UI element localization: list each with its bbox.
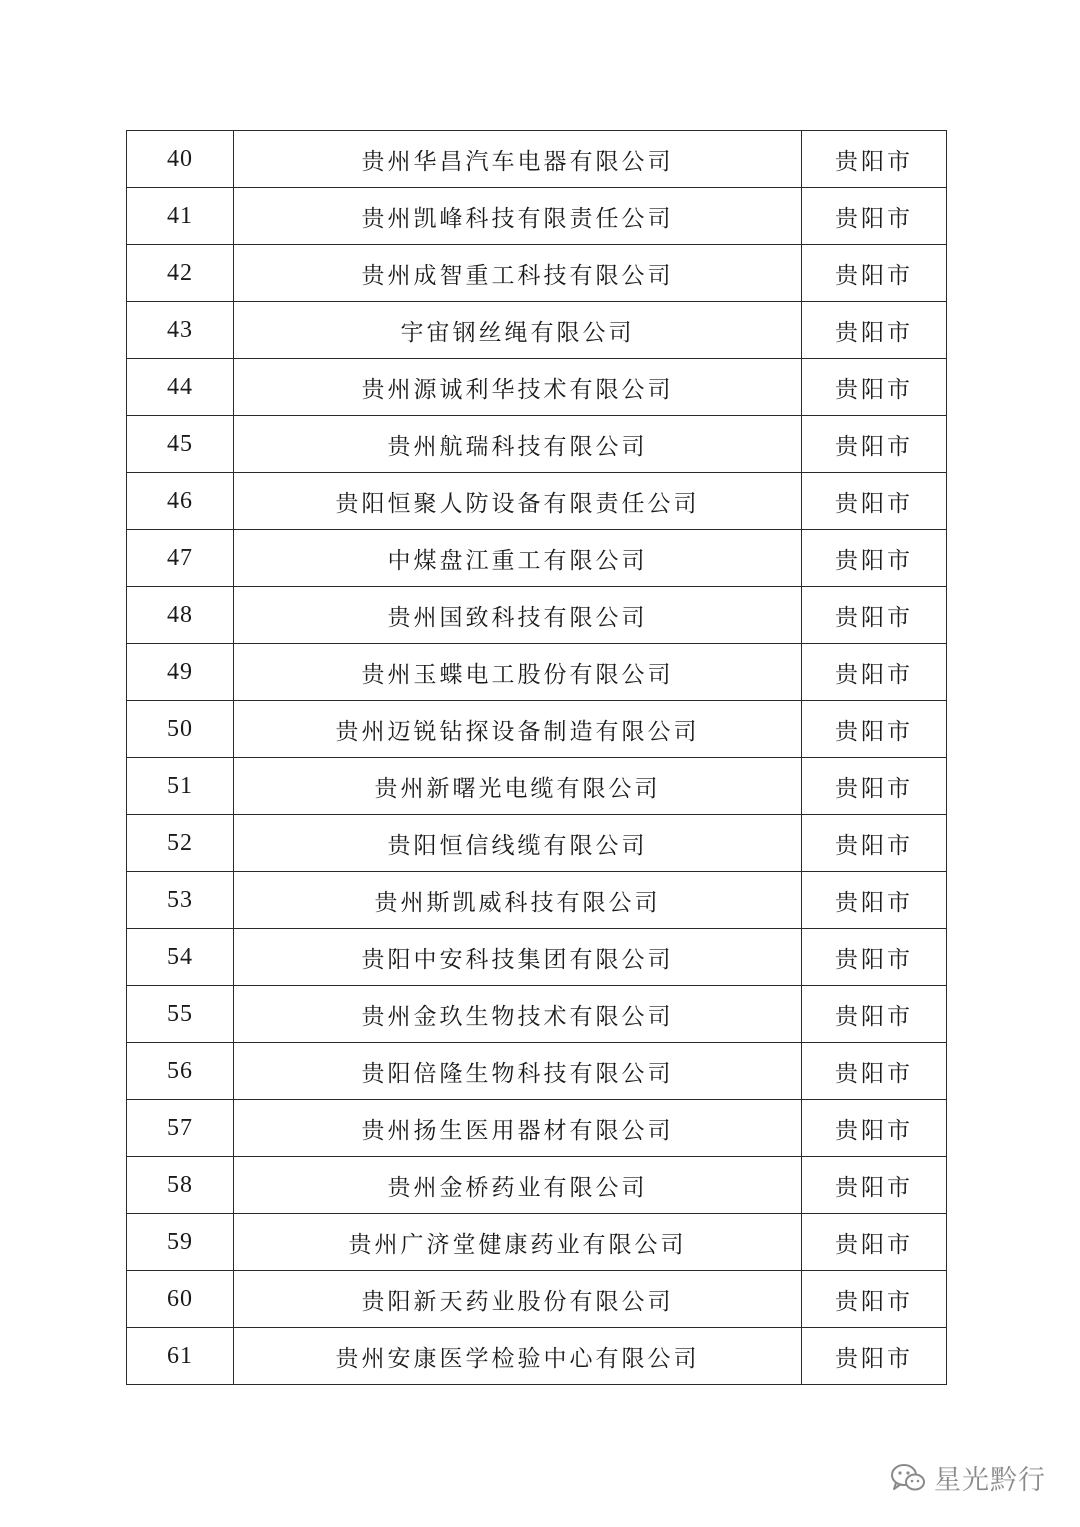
row-number: 50 (127, 701, 234, 758)
company-name: 贵州斯凯威科技有限公司 (234, 872, 802, 929)
watermark (890, 1458, 1046, 1497)
row-number: 46 (127, 473, 234, 530)
table-row (127, 188, 947, 245)
row-number: 54 (127, 929, 234, 986)
city-name: 贵阳市 (802, 1043, 947, 1100)
company-name: 贵州华昌汽车电器有限公司 (234, 131, 802, 188)
row-number: 56 (127, 1043, 234, 1100)
company-name: 贵州安康医学检验中心有限公司 (234, 1328, 802, 1385)
city-name: 贵阳市 (802, 1328, 947, 1385)
city-name: 贵阳市 (802, 644, 947, 701)
row-number: 48 (127, 587, 234, 644)
table-row (127, 986, 947, 1043)
company-name: 贵州广济堂健康药业有限公司 (234, 1214, 802, 1271)
table-body (127, 131, 947, 1385)
company-name: 贵阳倍隆生物科技有限公司 (234, 1043, 802, 1100)
table-row (127, 1157, 947, 1214)
company-name: 贵阳新天药业股份有限公司 (234, 1271, 802, 1328)
row-number: 52 (127, 815, 234, 872)
table-row (127, 359, 947, 416)
table-row (127, 701, 947, 758)
city-name: 贵阳市 (802, 587, 947, 644)
table-row (127, 587, 947, 644)
table-row (127, 131, 947, 188)
city-name: 贵阳市 (802, 1157, 947, 1214)
city-name: 贵阳市 (802, 131, 947, 188)
city-name: 贵阳市 (802, 416, 947, 473)
table-row (127, 1100, 947, 1157)
city-name: 贵阳市 (802, 245, 947, 302)
watermark-text: 星光黔行 (934, 1465, 1046, 1496)
city-name: 贵阳市 (802, 701, 947, 758)
city-name: 贵阳市 (802, 1100, 947, 1157)
row-number: 43 (127, 302, 234, 359)
city-name: 贵阳市 (802, 359, 947, 416)
table-row (127, 416, 947, 473)
table-row (127, 1328, 947, 1385)
wechat-icon (890, 1463, 926, 1493)
row-number: 51 (127, 758, 234, 815)
city-name: 贵阳市 (802, 872, 947, 929)
company-name: 贵州迈锐钻探设备制造有限公司 (234, 701, 802, 758)
city-name: 贵阳市 (802, 473, 947, 530)
row-number: 47 (127, 530, 234, 587)
row-number: 53 (127, 872, 234, 929)
city-name: 贵阳市 (802, 530, 947, 587)
row-number: 60 (127, 1271, 234, 1328)
row-number: 40 (127, 131, 234, 188)
city-name: 贵阳市 (802, 929, 947, 986)
company-name: 贵州玉蝶电工股份有限公司 (234, 644, 802, 701)
row-number: 55 (127, 986, 234, 1043)
city-name: 贵阳市 (802, 815, 947, 872)
table-row (127, 644, 947, 701)
company-name: 贵州源诚利华技术有限公司 (234, 359, 802, 416)
table-row (127, 530, 947, 587)
row-number: 42 (127, 245, 234, 302)
city-name: 贵阳市 (802, 1214, 947, 1271)
table-row (127, 1043, 947, 1100)
company-name: 贵州金玖生物技术有限公司 (234, 986, 802, 1043)
company-name: 贵阳恒聚人防设备有限责任公司 (234, 473, 802, 530)
company-name: 贵州扬生医用器材有限公司 (234, 1100, 802, 1157)
row-number: 59 (127, 1214, 234, 1271)
company-name: 贵州新曙光电缆有限公司 (234, 758, 802, 815)
company-name: 贵阳中安科技集团有限公司 (234, 929, 802, 986)
row-number: 61 (127, 1328, 234, 1385)
company-name: 贵州国致科技有限公司 (234, 587, 802, 644)
company-name: 贵州成智重工科技有限公司 (234, 245, 802, 302)
table-row (127, 473, 947, 530)
table-row (127, 1214, 947, 1271)
company-name: 贵州凯峰科技有限责任公司 (234, 188, 802, 245)
company-name: 中煤盘江重工有限公司 (234, 530, 802, 587)
table-row (127, 1271, 947, 1328)
row-number: 45 (127, 416, 234, 473)
table-row (127, 302, 947, 359)
company-name: 贵阳恒信线缆有限公司 (234, 815, 802, 872)
row-number: 57 (127, 1100, 234, 1157)
city-name: 贵阳市 (802, 1271, 947, 1328)
row-number: 44 (127, 359, 234, 416)
row-number: 58 (127, 1157, 234, 1214)
row-number: 49 (127, 644, 234, 701)
table-row (127, 758, 947, 815)
city-name: 贵阳市 (802, 986, 947, 1043)
company-name: 贵州金桥药业有限公司 (234, 1157, 802, 1214)
city-name: 贵阳市 (802, 188, 947, 245)
table-row (127, 815, 947, 872)
city-name: 贵阳市 (802, 758, 947, 815)
table-row (127, 872, 947, 929)
table-row (127, 929, 947, 986)
row-number: 41 (127, 188, 234, 245)
company-name: 贵州航瑞科技有限公司 (234, 416, 802, 473)
city-name: 贵阳市 (802, 302, 947, 359)
company-name: 宇宙钢丝绳有限公司 (234, 302, 802, 359)
table-row (127, 245, 947, 302)
company-table (126, 130, 947, 1385)
